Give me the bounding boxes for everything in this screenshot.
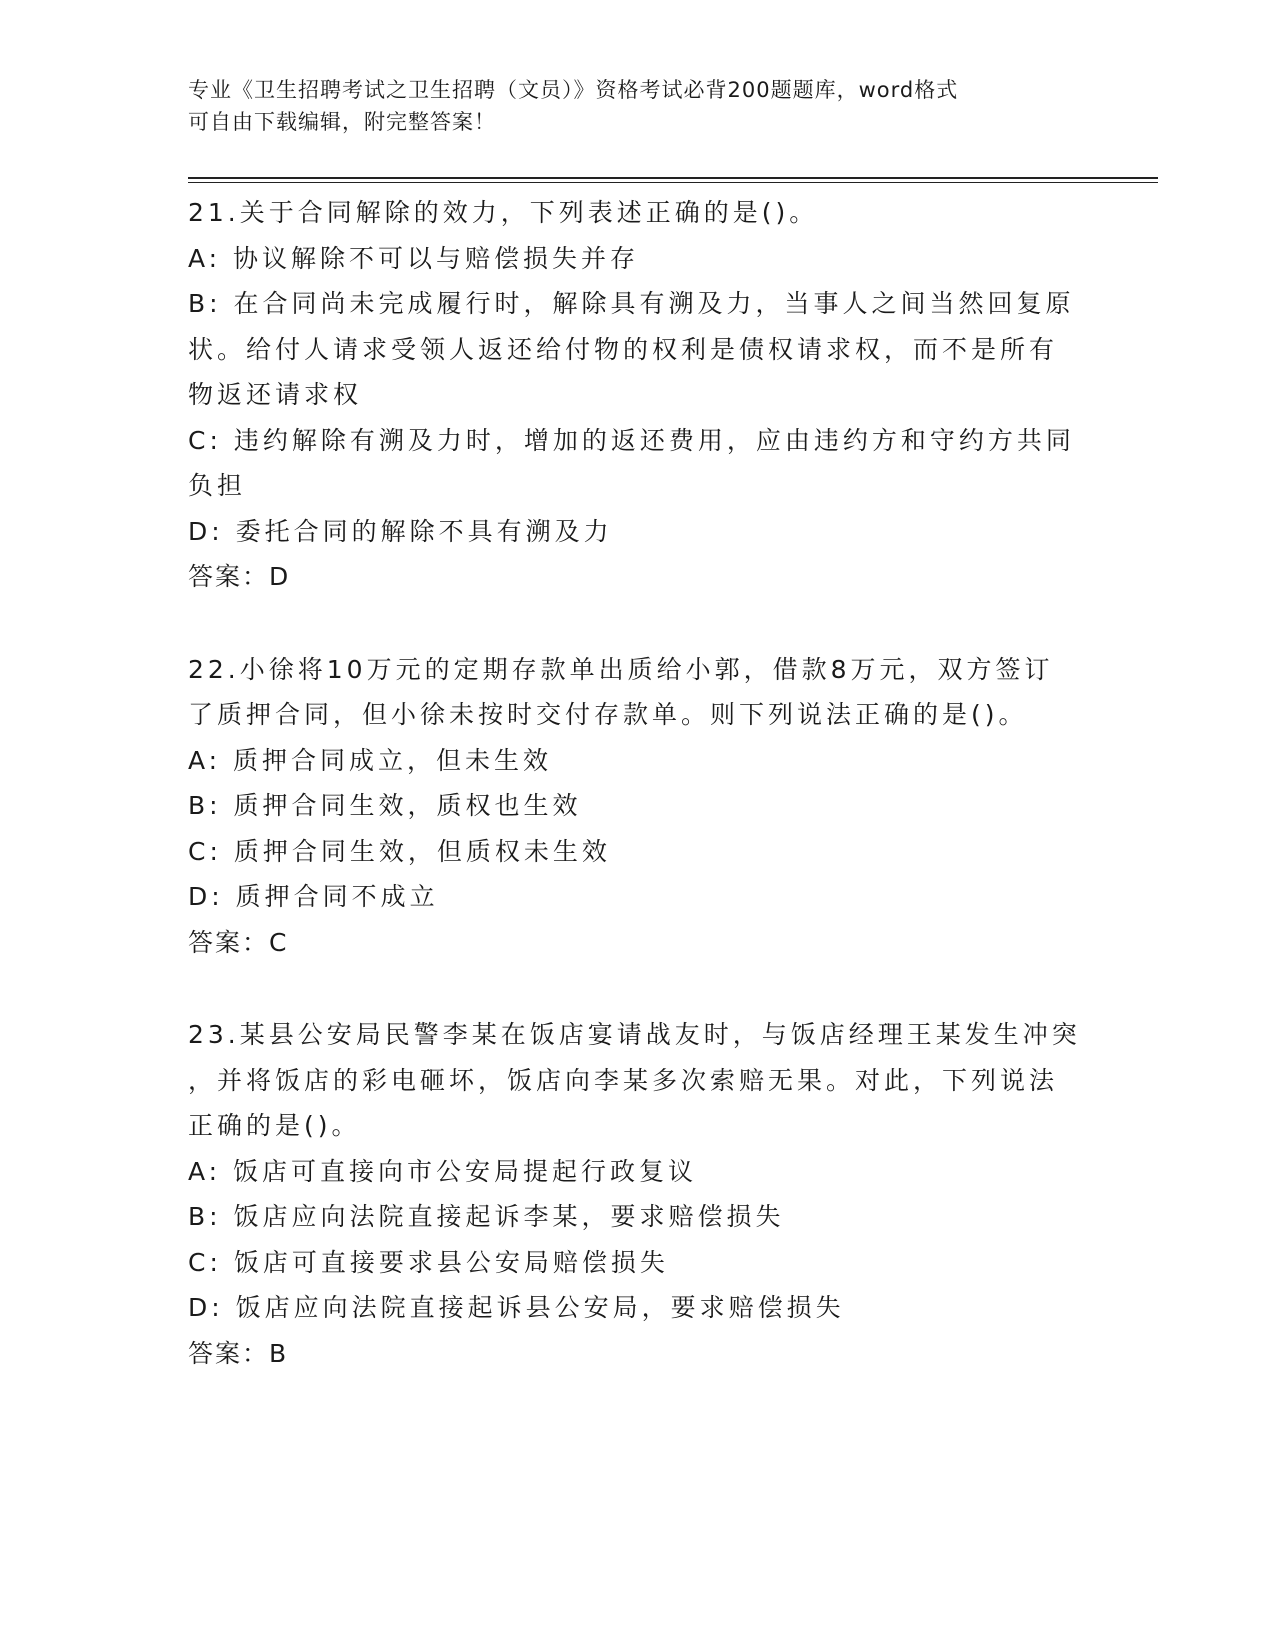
option-line: 负担 (188, 471, 247, 500)
question-block (188, 190, 1088, 600)
question-list (188, 190, 1088, 1376)
option-line: A: 质押合同成立，但未生效 (188, 745, 553, 775)
question-stem-line: ，并将饭店的彩电砸坏，饭店向李某多次索赔无果。对此，下列说法 (188, 1065, 1059, 1095)
answer-line: 答案：B (188, 1338, 289, 1368)
question-stem-line: 23.某县公安局民警李某在饭店宴请战友时，与饭店经理王某发生冲突 (188, 1020, 1081, 1049)
option-line: 物返还请求权 (188, 380, 363, 409)
option-line: B: 质押合同生效，质权也生效 (188, 791, 582, 820)
question-stem-line: 正确的是()。 (188, 1111, 361, 1140)
header-line-1: 专业《卫生招聘考试之卫生招聘（文员）》资格考试必背200题题库，word格式 (188, 78, 959, 102)
option-line: C: 饭店可直接要求县公安局赔偿损失 (188, 1247, 669, 1277)
option-line: 状。给付人请求受领人返还给付物的权利是债权请求权，而不是所有 (188, 334, 1059, 364)
question-block (188, 1012, 1088, 1376)
question-block (188, 647, 1088, 966)
answer-line: 答案：D (188, 562, 291, 591)
header-line-2: 可自由下载编辑，附完整答案！ (188, 110, 496, 134)
option-line: B: 在合同尚未完成履行时，解除具有溯及力，当事人之间当然回复原 (188, 289, 1075, 318)
header-rule-thick (188, 177, 1158, 179)
option-line: C: 违约解除有溯及力时，增加的返还费用，应由违约方和守约方共同 (188, 425, 1075, 455)
option-line: D: 质押合同不成立 (188, 882, 439, 911)
option-line: D: 委托合同的解除不具有溯及力 (188, 516, 613, 546)
question-stem-line: 了质押合同，但小徐未按时交付存款单。则下列说法正确的是()。 (188, 700, 1028, 729)
option-line: D: 饭店应向法院直接起诉县公安局，要求赔偿损失 (188, 1293, 845, 1322)
option-line: C: 质押合同生效，但质权未生效 (188, 836, 611, 866)
option-line: A: 协议解除不可以与赔偿损失并存 (188, 243, 640, 273)
option-line: A: 饭店可直接向市公安局提起行政复议 (188, 1156, 698, 1186)
question-stem-line: 21.关于合同解除的效力，下列表述正确的是()。 (188, 198, 819, 227)
option-line: B: 饭店应向法院直接起诉李某，要求赔偿损失 (188, 1202, 785, 1231)
header-rule-thin (188, 182, 1158, 183)
answer-line: 答案：C (188, 927, 289, 957)
document-header (188, 74, 1088, 138)
question-stem-line: 22.小徐将10万元的定期存款单出质给小郭，借款8万元，双方签订 (188, 654, 1054, 684)
